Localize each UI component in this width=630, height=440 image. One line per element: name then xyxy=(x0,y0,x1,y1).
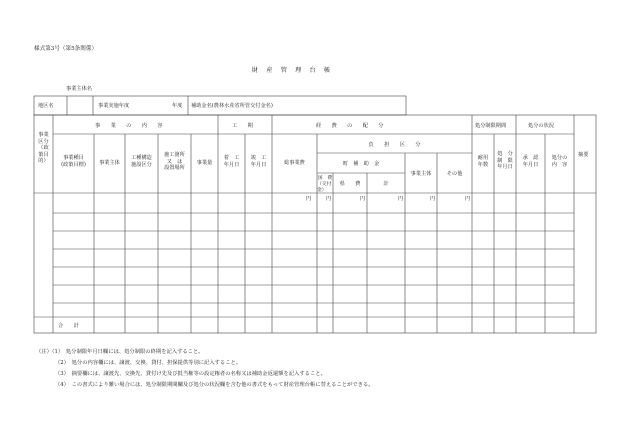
useful-life-header: 耐用 年数 xyxy=(477,155,489,168)
subtotal-header: 計 xyxy=(383,181,389,187)
yen-unit-other: 円 xyxy=(465,196,471,202)
disposal-content-header: 処分の 内 容 xyxy=(551,155,568,168)
disposal-status-header: 処分の状況 xyxy=(528,123,554,129)
yen-unit-prefecture: 円 xyxy=(360,196,366,202)
area-name-label: 地区名 xyxy=(38,103,54,109)
yen-unit-national: 円 xyxy=(326,196,332,202)
yen-unit-implementer: 円 xyxy=(430,196,436,202)
other-header: その他 xyxy=(446,171,463,177)
fiscal-year-label: 事業実施年度 xyxy=(98,103,130,109)
town-subsidy-header: 町 補 助 金 xyxy=(342,161,380,167)
period-header: 工 期 xyxy=(232,123,253,129)
subsidy-name-label: 補助金名(農林水産省所管交付金名) xyxy=(191,103,273,109)
yen-unit-total-cost: 円 xyxy=(306,196,312,202)
expense-distribution-header: 経 費 の 配 分 xyxy=(316,123,384,129)
start-date-header: 着 工 年月日 xyxy=(223,155,240,168)
prefecture-expense-header: 県 費 xyxy=(339,181,361,187)
restriction-period-header: 処分制限期間 xyxy=(475,123,507,129)
project-content-header: 事 業 の 内 容 xyxy=(95,123,163,129)
form-number: 様式第3号（第5条関係） xyxy=(34,46,98,52)
total-row-label: 合 計 xyxy=(58,323,79,329)
yen-unit-subtotal: 円 xyxy=(398,196,404,202)
project-category-header: 事業 区分 （政 策目 的） xyxy=(38,132,49,164)
location-header: 施工箇所 又 は 設置場所 xyxy=(164,152,185,171)
quantity-header: 事業量 xyxy=(196,160,213,166)
implementer-burden-header: 事業主体 xyxy=(410,171,432,177)
burden-category-header: 負 担 区 分 xyxy=(368,142,421,148)
project-type-header: 事業種目 (政策目標) xyxy=(61,155,86,168)
note-3: （3） 摘要欄には、譲渡先、交換先、貸付け先及び抵当権等の設定権者の名称又は補助金返還額を記入すること。 xyxy=(55,371,326,377)
end-date-header: 竣 工 年月日 xyxy=(250,155,267,168)
implementer-header: 事業主体 xyxy=(99,160,120,166)
approval-date-header: 承 認 年月日 xyxy=(522,155,539,168)
fiscal-year-unit: 年度 xyxy=(172,103,183,109)
remarks-header: 摘要 xyxy=(578,152,589,158)
restriction-end-header: 処 分 制 限 年月日 xyxy=(497,151,513,170)
national-expense-header: 国 費 （交付金） xyxy=(317,176,333,193)
note-2: （2） 処分の内容欄には、譲渡、交換、貸付、担保提供等別に記入すること。 xyxy=(55,360,242,366)
entity-name-label: 事業主体名 xyxy=(66,86,92,92)
note-4: （4） この書式により難い場合には、処分制限期間欄及び処分の状況欄を含む他の書式をもって財産管理台帳に替えることができる。 xyxy=(55,382,374,388)
page-title: 財 産 管 理 台 帳 xyxy=(252,67,332,74)
note-1: （注）（1） 処分制限年月日欄には、処分制限の終期を記入すること。 xyxy=(36,349,204,355)
total-cost-header: 総事業費 xyxy=(284,160,305,166)
work-type-header: 工種構造 施設区分 xyxy=(131,155,152,168)
